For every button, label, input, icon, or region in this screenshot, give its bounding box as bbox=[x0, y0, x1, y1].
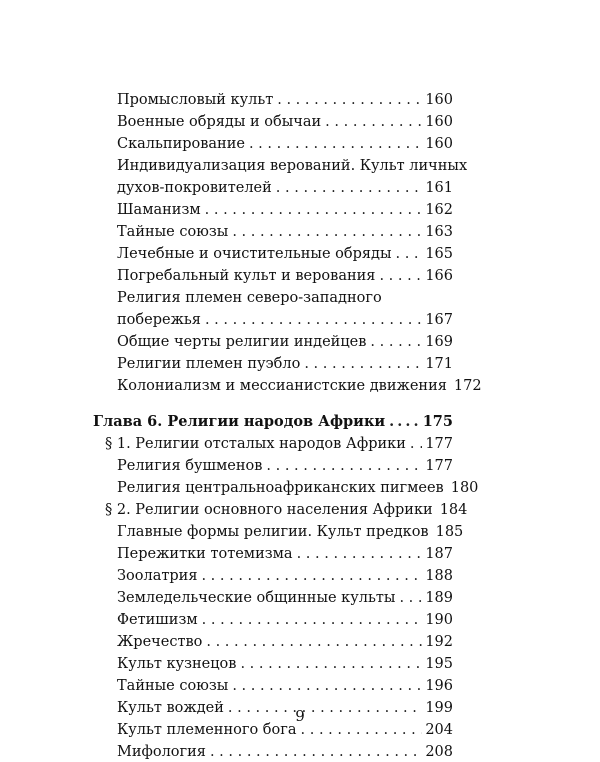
toc-entry-title: Скальпирование bbox=[117, 136, 245, 152]
toc-section bbox=[105, 434, 453, 454]
dot-leader bbox=[249, 134, 422, 154]
toc-entry-page: 184 bbox=[439, 502, 468, 518]
toc-entry-title: Лечебные и очистительные обряды bbox=[117, 246, 392, 262]
dot-leader bbox=[205, 310, 422, 330]
toc-entry-page: 163 bbox=[425, 224, 453, 240]
toc-entry-title-line1: Индивидуализация верований. Культ личных bbox=[117, 158, 468, 174]
toc-entry-title: духов-покровителей bbox=[117, 180, 272, 196]
toc-entry-page: 167 bbox=[425, 312, 453, 328]
dot-leader bbox=[266, 456, 422, 476]
toc-entry-page: 169 bbox=[425, 334, 453, 350]
dot-leader bbox=[370, 332, 422, 352]
toc-entry-page: 171 bbox=[425, 356, 453, 372]
toc-entry-page: 199 bbox=[425, 700, 453, 716]
toc-entry bbox=[117, 610, 453, 630]
toc-entry-title: § 2. Религии основного населения Африки bbox=[105, 502, 433, 518]
toc-entry-title: Погребальный культ и верования bbox=[117, 268, 376, 284]
toc-entry bbox=[117, 376, 482, 396]
toc-entry bbox=[117, 310, 453, 330]
toc-entry bbox=[117, 676, 453, 696]
toc-entry-page: 175 bbox=[422, 413, 453, 430]
toc-entry bbox=[117, 178, 453, 198]
toc-entry bbox=[117, 566, 453, 586]
toc-chapter-heading bbox=[93, 412, 453, 432]
toc-entry-title: Религия бушменов bbox=[117, 458, 263, 474]
dot-leader bbox=[210, 742, 422, 762]
toc-entry-title: Колониализм и мессианистские движения bbox=[117, 378, 447, 394]
toc-entry-title: Военные обряды и обычаи bbox=[117, 114, 322, 130]
toc-entry-page: 195 bbox=[425, 656, 453, 672]
toc-entry-page: 188 bbox=[425, 568, 453, 584]
toc-entry-title: Тайные союзы bbox=[117, 224, 229, 240]
toc-entry bbox=[117, 112, 453, 132]
toc-entry bbox=[117, 632, 453, 652]
page-number: 9 bbox=[295, 707, 305, 725]
dot-leader bbox=[276, 178, 423, 198]
toc-entry-page: 161 bbox=[425, 180, 453, 196]
toc-entry bbox=[117, 244, 453, 264]
dot-leader bbox=[232, 222, 422, 242]
toc-entry-page: 162 bbox=[425, 202, 453, 218]
toc-entry-page: 189 bbox=[425, 590, 453, 606]
toc-entry bbox=[117, 354, 453, 374]
dot-leader bbox=[389, 412, 420, 432]
dot-leader bbox=[277, 90, 422, 110]
toc-entry-title-line1: Религия племен северо-западного bbox=[117, 290, 382, 306]
toc-entry-page: 190 bbox=[425, 612, 453, 628]
toc-entry-title: Культ кузнецов bbox=[117, 656, 237, 672]
toc-entry-title: Жречество bbox=[117, 634, 203, 650]
toc-entry bbox=[117, 544, 453, 564]
toc-entry bbox=[117, 742, 453, 762]
toc-entry-page: 208 bbox=[425, 744, 453, 760]
dot-leader bbox=[399, 588, 422, 608]
toc-entry-title: побережья bbox=[117, 312, 201, 328]
toc-entry-title: Мифология bbox=[117, 744, 206, 760]
toc-entry-page: 160 bbox=[425, 136, 453, 152]
toc-entry-title: Глава 6. Религии народов Африки bbox=[93, 413, 386, 430]
toc-entry-title: Тайные союзы bbox=[117, 678, 229, 694]
toc-entry-page: 160 bbox=[425, 92, 453, 108]
toc-entry bbox=[117, 522, 464, 542]
dot-leader bbox=[325, 112, 422, 132]
toc-entry-page: 192 bbox=[425, 634, 453, 650]
toc-entry-title: Религии племен пуэбло bbox=[117, 356, 301, 372]
dot-leader bbox=[379, 266, 422, 286]
toc-entry-title: Главные формы религии. Культ предков bbox=[117, 524, 429, 540]
toc-entry-title: Промысловый культ bbox=[117, 92, 274, 108]
toc-entry bbox=[117, 654, 453, 674]
toc-entry-page: 165 bbox=[425, 246, 453, 262]
toc-entry-title: Общие черты религии индейцев bbox=[117, 334, 367, 350]
toc-entry-title: Земледельческие общинные культы bbox=[117, 590, 396, 606]
toc-entry-page: 177 bbox=[425, 436, 453, 452]
toc-entry-page: 180 bbox=[450, 480, 479, 496]
dot-leader bbox=[232, 676, 422, 696]
toc-entry bbox=[117, 134, 453, 154]
dot-leader bbox=[410, 434, 422, 454]
toc-entry-title: Пережитки тотемизма bbox=[117, 546, 293, 562]
toc-entry-title: § 1. Религии отсталых народов Африки bbox=[105, 436, 406, 452]
dot-leader bbox=[205, 200, 423, 220]
toc-entry-title: Религия центральноафриканских пигмеев bbox=[117, 480, 444, 496]
toc-entry-title: Культ племенного бога bbox=[117, 722, 297, 738]
dot-leader bbox=[240, 654, 422, 674]
dot-leader bbox=[396, 244, 423, 264]
toc-entry bbox=[117, 266, 453, 286]
toc-entry bbox=[117, 200, 453, 220]
toc-entry-title: Зоолатрия bbox=[117, 568, 198, 584]
dot-leader bbox=[297, 544, 423, 564]
toc-entry bbox=[117, 222, 453, 242]
toc-entry bbox=[117, 332, 453, 352]
toc-entry-page: 177 bbox=[425, 458, 453, 474]
toc-entry-title: Фетишизм bbox=[117, 612, 198, 628]
toc-entry bbox=[117, 478, 479, 498]
toc-entry-page: 204 bbox=[425, 722, 453, 738]
toc-entry bbox=[117, 456, 453, 476]
toc-entry-page: 172 bbox=[453, 378, 482, 394]
toc-entry-title: Культ вождей bbox=[117, 700, 224, 716]
dot-leader bbox=[304, 354, 422, 374]
dot-leader bbox=[206, 632, 422, 652]
toc-entry-page: 196 bbox=[425, 678, 453, 694]
toc-entry bbox=[117, 588, 453, 608]
dot-leader bbox=[201, 566, 422, 586]
toc-entry bbox=[117, 90, 453, 110]
toc-entry-page: 187 bbox=[425, 546, 453, 562]
toc-section bbox=[105, 500, 468, 520]
dot-leader bbox=[202, 610, 423, 630]
toc-entry-page: 166 bbox=[425, 268, 453, 284]
toc-entry-title: Шаманизм bbox=[117, 202, 201, 218]
toc-entry-page: 185 bbox=[435, 524, 464, 540]
toc-entry-page: 160 bbox=[425, 114, 453, 130]
